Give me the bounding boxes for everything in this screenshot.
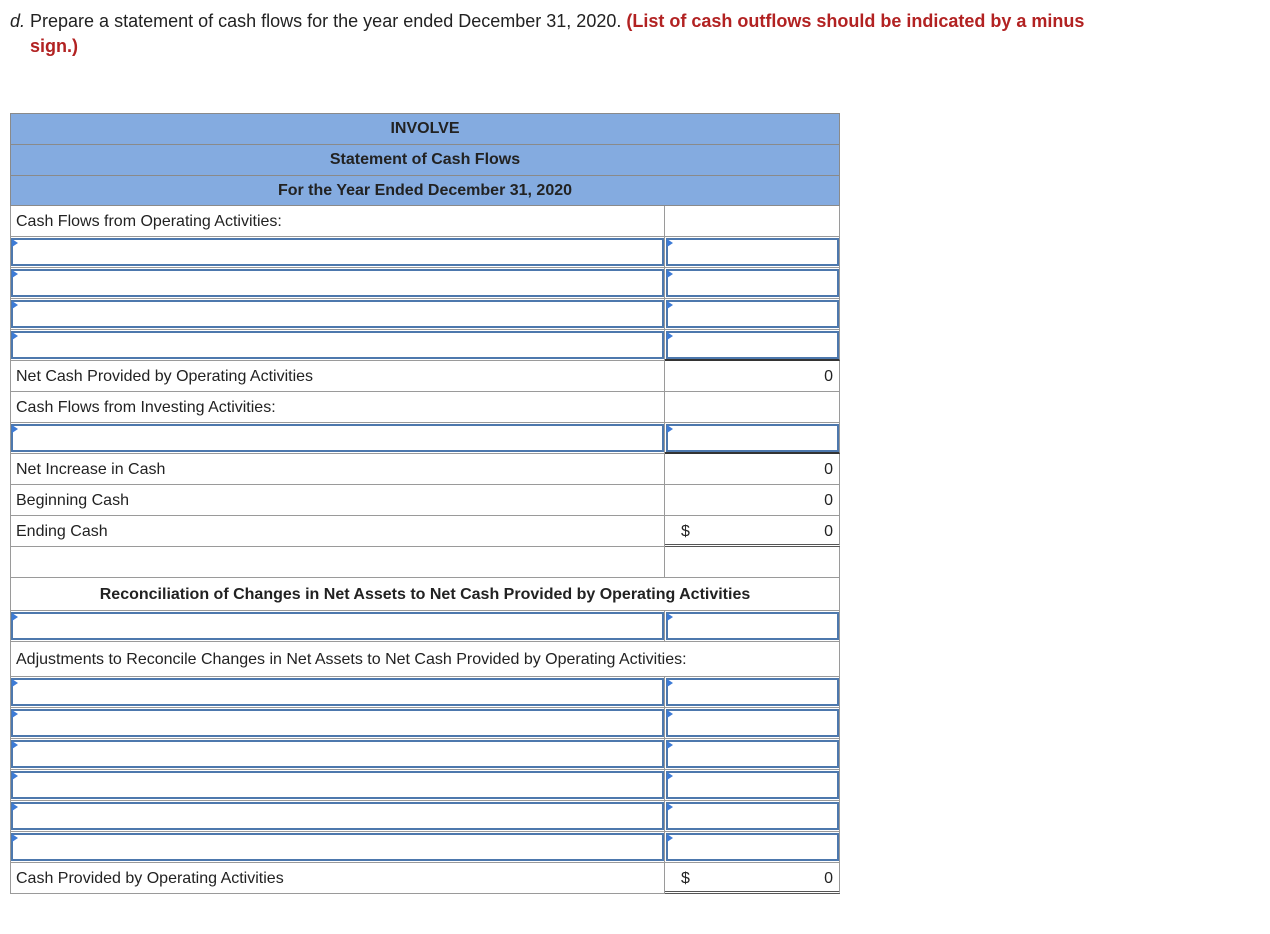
question-text bbox=[10, 9, 1260, 59]
investing-input-row bbox=[10, 423, 840, 454]
dropdown-arrow-icon[interactable] bbox=[12, 270, 18, 278]
net-operating-label: Net Cash Provided by Operating Activities bbox=[16, 368, 314, 385]
question-instruction: Prepare a statement of cash flows for the year ended December 31, 2020. bbox=[25, 11, 627, 31]
operating-item-label-input[interactable] bbox=[11, 238, 664, 266]
dropdown-arrow-icon[interactable] bbox=[667, 425, 673, 433]
dropdown-arrow-icon[interactable] bbox=[12, 301, 18, 309]
operating-item-amount-input[interactable] bbox=[666, 238, 839, 266]
operating-item-amount-input[interactable] bbox=[666, 331, 839, 359]
adjustment-item-label-input[interactable] bbox=[11, 833, 664, 861]
adjustment-item-label-input[interactable] bbox=[11, 709, 664, 737]
investing-section-row bbox=[10, 392, 840, 423]
dropdown-arrow-icon[interactable] bbox=[12, 332, 18, 340]
header-period-row bbox=[10, 175, 840, 206]
operating-section-label: Cash Flows from Operating Activities: bbox=[16, 213, 282, 230]
adjustment-input-row bbox=[10, 770, 840, 801]
dropdown-arrow-icon[interactable] bbox=[667, 710, 673, 718]
operating-item-amount-input[interactable] bbox=[666, 269, 839, 297]
operating-input-row bbox=[10, 237, 840, 268]
dropdown-arrow-icon[interactable] bbox=[12, 772, 18, 780]
dropdown-arrow-icon[interactable] bbox=[12, 425, 18, 433]
adjustment-item-amount-input[interactable] bbox=[666, 771, 839, 799]
dropdown-arrow-icon[interactable] bbox=[667, 301, 673, 309]
header-statement-row bbox=[10, 144, 840, 175]
operating-item-label-input[interactable] bbox=[11, 269, 664, 297]
dropdown-arrow-icon[interactable] bbox=[12, 679, 18, 687]
dropdown-arrow-icon[interactable] bbox=[667, 834, 673, 842]
question-note-continued: sign.) bbox=[30, 36, 78, 56]
operating-input-row bbox=[10, 299, 840, 330]
dropdown-arrow-icon[interactable] bbox=[667, 332, 673, 340]
adjustment-item-label-input[interactable] bbox=[11, 740, 664, 768]
adjustment-item-amount-input[interactable] bbox=[666, 833, 839, 861]
operating-section-row bbox=[10, 206, 840, 237]
adjustment-item-label-input[interactable] bbox=[11, 802, 664, 830]
dropdown-arrow-icon[interactable] bbox=[667, 803, 673, 811]
dropdown-arrow-icon[interactable] bbox=[667, 772, 673, 780]
adjustment-input-row bbox=[10, 739, 840, 770]
operating-input-row bbox=[10, 330, 840, 361]
ending-cash-label: Ending Cash bbox=[16, 523, 108, 540]
reconciliation-item-label-input[interactable] bbox=[11, 612, 664, 640]
net-increase-label: Net Increase in Cash bbox=[16, 461, 166, 478]
operating-item-label-input[interactable] bbox=[11, 331, 664, 359]
net-increase-value: 0 bbox=[824, 461, 833, 478]
investing-section-label: Cash Flows from Investing Activities: bbox=[16, 399, 276, 416]
dropdown-arrow-icon[interactable] bbox=[12, 834, 18, 842]
reconciliation-title: Reconciliation of Changes in Net Assets to Net Cash Provided by Operating Activities bbox=[99, 586, 751, 603]
ending-cash-row bbox=[10, 516, 840, 547]
reconciliation-item-amount-input[interactable] bbox=[666, 612, 839, 640]
statement-period: For the Year Ended December 31, 2020 bbox=[277, 181, 573, 199]
adjustment-item-label-input[interactable] bbox=[11, 771, 664, 799]
adjustment-input-row bbox=[10, 708, 840, 739]
blank-row bbox=[10, 547, 840, 578]
reconciliation-title-row bbox=[10, 578, 840, 611]
dropdown-arrow-icon[interactable] bbox=[667, 239, 673, 247]
adjustment-input-row bbox=[10, 832, 840, 863]
cash-provided-currency: $ bbox=[681, 870, 690, 887]
cash-provided-value: 0 bbox=[824, 870, 833, 887]
operating-item-label-input[interactable] bbox=[11, 300, 664, 328]
dropdown-arrow-icon[interactable] bbox=[12, 239, 18, 247]
net-operating-value: 0 bbox=[824, 368, 833, 385]
dropdown-arrow-icon[interactable] bbox=[12, 613, 18, 621]
dropdown-arrow-icon[interactable] bbox=[12, 741, 18, 749]
beginning-cash-label: Beginning Cash bbox=[16, 492, 129, 509]
investing-item-amount-input[interactable] bbox=[666, 424, 839, 452]
adjustments-label-row bbox=[10, 642, 840, 677]
cash-provided-label: Cash Provided by Operating Activities bbox=[16, 870, 284, 887]
dropdown-arrow-icon[interactable] bbox=[667, 270, 673, 278]
question-note: (List of cash outflows should be indicated by a minus bbox=[626, 11, 1085, 31]
header-entity-row bbox=[10, 113, 840, 144]
entity-name: INVOLVE bbox=[390, 120, 460, 137]
adjustment-item-amount-input[interactable] bbox=[666, 740, 839, 768]
dropdown-arrow-icon[interactable] bbox=[667, 741, 673, 749]
dropdown-arrow-icon[interactable] bbox=[667, 679, 673, 687]
dropdown-arrow-icon[interactable] bbox=[12, 803, 18, 811]
adjustment-input-row bbox=[10, 801, 840, 832]
adjustment-item-amount-input[interactable] bbox=[666, 678, 839, 706]
reconciliation-input-row bbox=[10, 611, 840, 642]
net-increase-row bbox=[10, 454, 840, 485]
cash-provided-row bbox=[10, 863, 840, 894]
adjustment-item-amount-input[interactable] bbox=[666, 802, 839, 830]
adjustment-item-amount-input[interactable] bbox=[666, 709, 839, 737]
operating-input-row bbox=[10, 268, 840, 299]
adjustments-label: Adjustments to Reconcile Changes in Net Assets to Net Cash Provided by Operating Activities: bbox=[16, 651, 687, 668]
question-line-2 bbox=[10, 34, 1260, 59]
beginning-cash-value: 0 bbox=[824, 492, 833, 509]
question-line-1 bbox=[10, 9, 1260, 34]
statement-title: Statement of Cash Flows bbox=[329, 151, 521, 168]
ending-cash-currency: $ bbox=[681, 523, 690, 540]
net-operating-row bbox=[10, 361, 840, 392]
dropdown-arrow-icon[interactable] bbox=[12, 710, 18, 718]
investing-item-label-input[interactable] bbox=[11, 424, 664, 452]
cash-flow-worksheet bbox=[10, 113, 840, 894]
operating-item-amount-input[interactable] bbox=[666, 300, 839, 328]
adjustment-input-row bbox=[10, 677, 840, 708]
dropdown-arrow-icon[interactable] bbox=[667, 613, 673, 621]
adjustment-item-label-input[interactable] bbox=[11, 678, 664, 706]
question-part: d. bbox=[10, 11, 26, 31]
ending-cash-value: 0 bbox=[824, 523, 833, 540]
beginning-cash-row bbox=[10, 485, 840, 516]
